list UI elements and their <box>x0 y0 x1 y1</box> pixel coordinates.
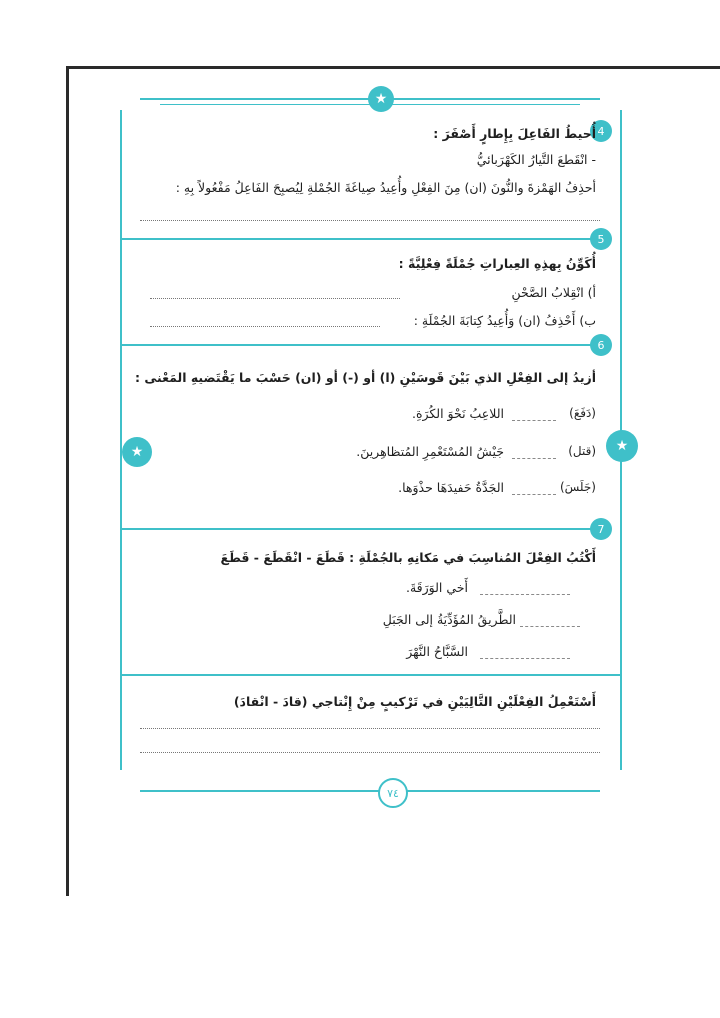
row-text: السَّبَّاحُ النَّهْرَ <box>406 644 468 659</box>
answer-line[interactable] <box>150 326 380 327</box>
section1-task: أحذِفُ الهَمْزةَ والنُّونَ (ان) مِنَ الفِعْلِ وأُعِيدُ صِياغَةَ الجُمْلةِ لِيُصبِحَ الفَاعِلُ مَفْعُولاً بِهِ : <box>175 180 596 195</box>
scan-edge-top <box>68 66 720 69</box>
page-number: ٧٤ <box>378 778 408 808</box>
section-divider <box>122 344 592 346</box>
blank-line[interactable] <box>520 626 580 627</box>
row-text: اللاعِبُ نَحْوَ الكُرَةِ. <box>411 406 504 421</box>
left-star-icon: ★ <box>122 437 152 467</box>
answer-line[interactable] <box>140 752 600 753</box>
scan-edge-left <box>66 66 69 896</box>
section-divider <box>122 528 592 530</box>
blank-line[interactable] <box>480 658 570 659</box>
section1-sentence: - انْقَطعَ التَّيارُ الكَهْرَبائيُّ <box>476 152 596 167</box>
answer-line[interactable] <box>140 220 600 221</box>
section-divider <box>122 238 592 240</box>
frame-left-border <box>120 110 122 770</box>
section5-instruction: أَسْتَعْمِلُ الفِعْلَيْنِ التَّالِيَيْنِ في تَرْكيبٍ مِنْ إِنْتاجي (قادَ - انْقادَ) <box>233 694 596 709</box>
blank-line[interactable] <box>512 420 556 421</box>
blank-line[interactable] <box>512 494 556 495</box>
row-text: الطَّريقُ المُؤَدِّيَةُ إلى الجَبَلِ <box>382 612 516 627</box>
section3-instruction: أزيدُ إلى الفِعْلِ الذي بَيْنَ قَوسَيْنِ (ا) أو (-) أو (ان) حَسْبَ ما يَقْتَضيهِ المَعْنى : <box>134 370 596 385</box>
section2-item-b: ب) أَحْذِفُ (ان) وَأُعِيدُ كِتابَةَ الجُمْلَةِ : <box>413 313 596 328</box>
section4-instruction: أَكْتُبُ الفِعْلَ المُناسِبَ في مَكانِهِ بالجُمْلَةِ : قَطَعَ - انْقَطَعَ - قَطَعَ <box>220 550 596 565</box>
section2-item-a: أ) انْقِلابُ الصَّحْنِ <box>511 285 596 300</box>
row-text: الجَدَّةُ حَفيدَهَا حذْوَها. <box>398 480 504 495</box>
blank-line[interactable] <box>480 594 570 595</box>
right-star-icon: ★ <box>606 430 638 462</box>
section2-instruction: أُكَوِّنُ بِهذِهِ العِباراتِ جُمْلَةً فِعْلِيَّةً : <box>398 256 596 271</box>
row-text: جَيْشُ المُسْتَعْمِرِ المُتظاهِرينَ. <box>356 444 504 459</box>
verb-cue: (دَفَعَ) <box>569 406 596 420</box>
answer-line[interactable] <box>150 298 400 299</box>
section-divider <box>122 674 620 676</box>
section-number-badge: 6 <box>590 334 612 356</box>
section1-instruction: أُحيطُ الفَاعِلَ بِإِطارٍ أَصْفَرَ : <box>433 126 596 141</box>
answer-line[interactable] <box>140 728 600 729</box>
verb-cue: (جَلَسَ) <box>559 480 596 494</box>
section-number-badge: 4 <box>590 120 612 142</box>
row-text: أَخي الوَرَقَةَ. <box>405 580 468 595</box>
section-number-badge: 5 <box>590 228 612 250</box>
verb-cue: (قتل) <box>568 444 596 458</box>
worksheet-page <box>100 80 640 800</box>
blank-line[interactable] <box>512 458 556 459</box>
frame-bottom-line <box>140 790 600 792</box>
section-number-badge: 7 <box>590 518 612 540</box>
top-star-icon: ★ <box>368 86 394 112</box>
